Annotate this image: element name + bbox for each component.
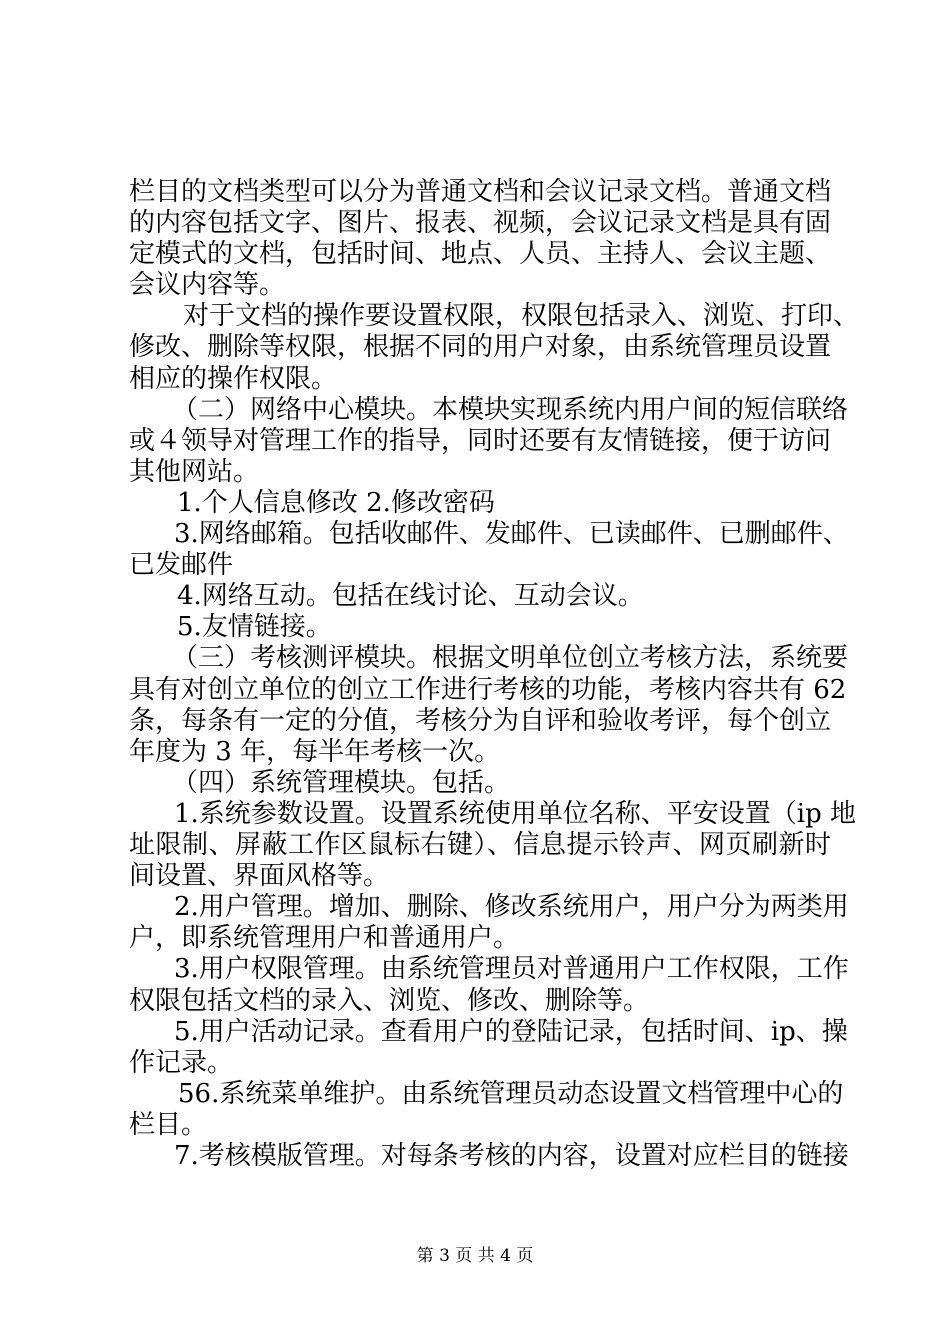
body-text-line: 或４领导对管理工作的指导，同时还要有友情链接，便于访问	[129, 426, 832, 456]
body-text-line: 3.用户权限管理。由系统管理员对普通用户工作权限，工作	[174, 954, 849, 984]
body-text-line: （二）网络中心模块。本模块实现系统内用户间的短信联络	[172, 395, 849, 425]
body-text-line: 56.系统菜单维护。由系统管理员动态设置文档管理中心的	[178, 1079, 844, 1109]
body-text-line: 1.个人信息修改 2.修改密码	[177, 488, 495, 518]
body-text-line: 3.网络邮箱。包括收邮件、发邮件、已读邮件、已删邮件、	[174, 519, 849, 549]
body-text-line: 间设置、界面风格等。	[129, 861, 390, 891]
body-text-line: 7.考核模版管理。对每条考核的内容，设置对应栏目的链接	[174, 1141, 849, 1171]
body-text-line: 2.用户管理。增加、删除、修改系统用户，用户分为两类用	[174, 892, 849, 922]
body-text-line: 5.友情链接。	[177, 612, 332, 642]
body-text-line: 修改、删除等权限，根据不同的用户对象，由系统管理员设置	[129, 332, 832, 362]
body-text-line: 相应的操作权限。	[129, 364, 338, 394]
body-text-line: 的内容包括文字、图片、报表、视频，会议记录文档是具有固	[129, 208, 832, 238]
body-text-line: 栏目的文档类型可以分为普通文档和会议记录文档。普通文档	[129, 177, 832, 207]
body-text-line: 年度为 3 年，每半年考核一次。	[129, 737, 501, 767]
body-text-line: 栏目。	[129, 1110, 208, 1140]
body-text-line: 定模式的文档，包括时间、地点、人员、主持人、会议主题、	[129, 239, 832, 269]
body-text-line: 址限制、屏蔽工作区鼠标右键）、信息提示铃声、网页刷新时	[129, 830, 831, 860]
body-text-line: 具有对创立单位的创立工作进行考核的功能，考核内容共有 62	[129, 675, 847, 705]
body-text-line: （四）系统管理模块。包括。	[172, 768, 511, 798]
body-text-line: 条，每条有一定的分值，考核分为自评和验收考评，每个创立	[129, 706, 832, 736]
body-text-line: 已发邮件	[129, 550, 234, 580]
body-text-line: 5.用户活动记录。查看用户的登陆记录，包括时间、ip、操	[174, 1017, 848, 1047]
body-text-line: 权限包括文档的录入、浏览、修改、删除等。	[129, 986, 650, 1016]
body-text-line: （三）考核测评模块。根据文明单位创立考核方法，系统要	[172, 643, 849, 673]
body-text-line: 会议内容等。	[129, 270, 286, 300]
body-text-line: 户，即系统管理用户和普通用户。	[129, 923, 520, 953]
body-text-line: 1.系统参数设置。设置系统使用单位名称、平安设置（ip 地	[174, 799, 857, 829]
body-text-line: 对于文档的操作要设置权限，权限包括录入、浏览、打印、	[183, 301, 860, 331]
page-footer: 第 3 页 共 4 页	[416, 1246, 534, 1266]
body-text-line: 4.网络互动。包括在线讨论、互动会议。	[177, 581, 644, 611]
body-text-line: 其他网站。	[129, 457, 260, 487]
body-text-line: 作记录。	[129, 1048, 234, 1078]
